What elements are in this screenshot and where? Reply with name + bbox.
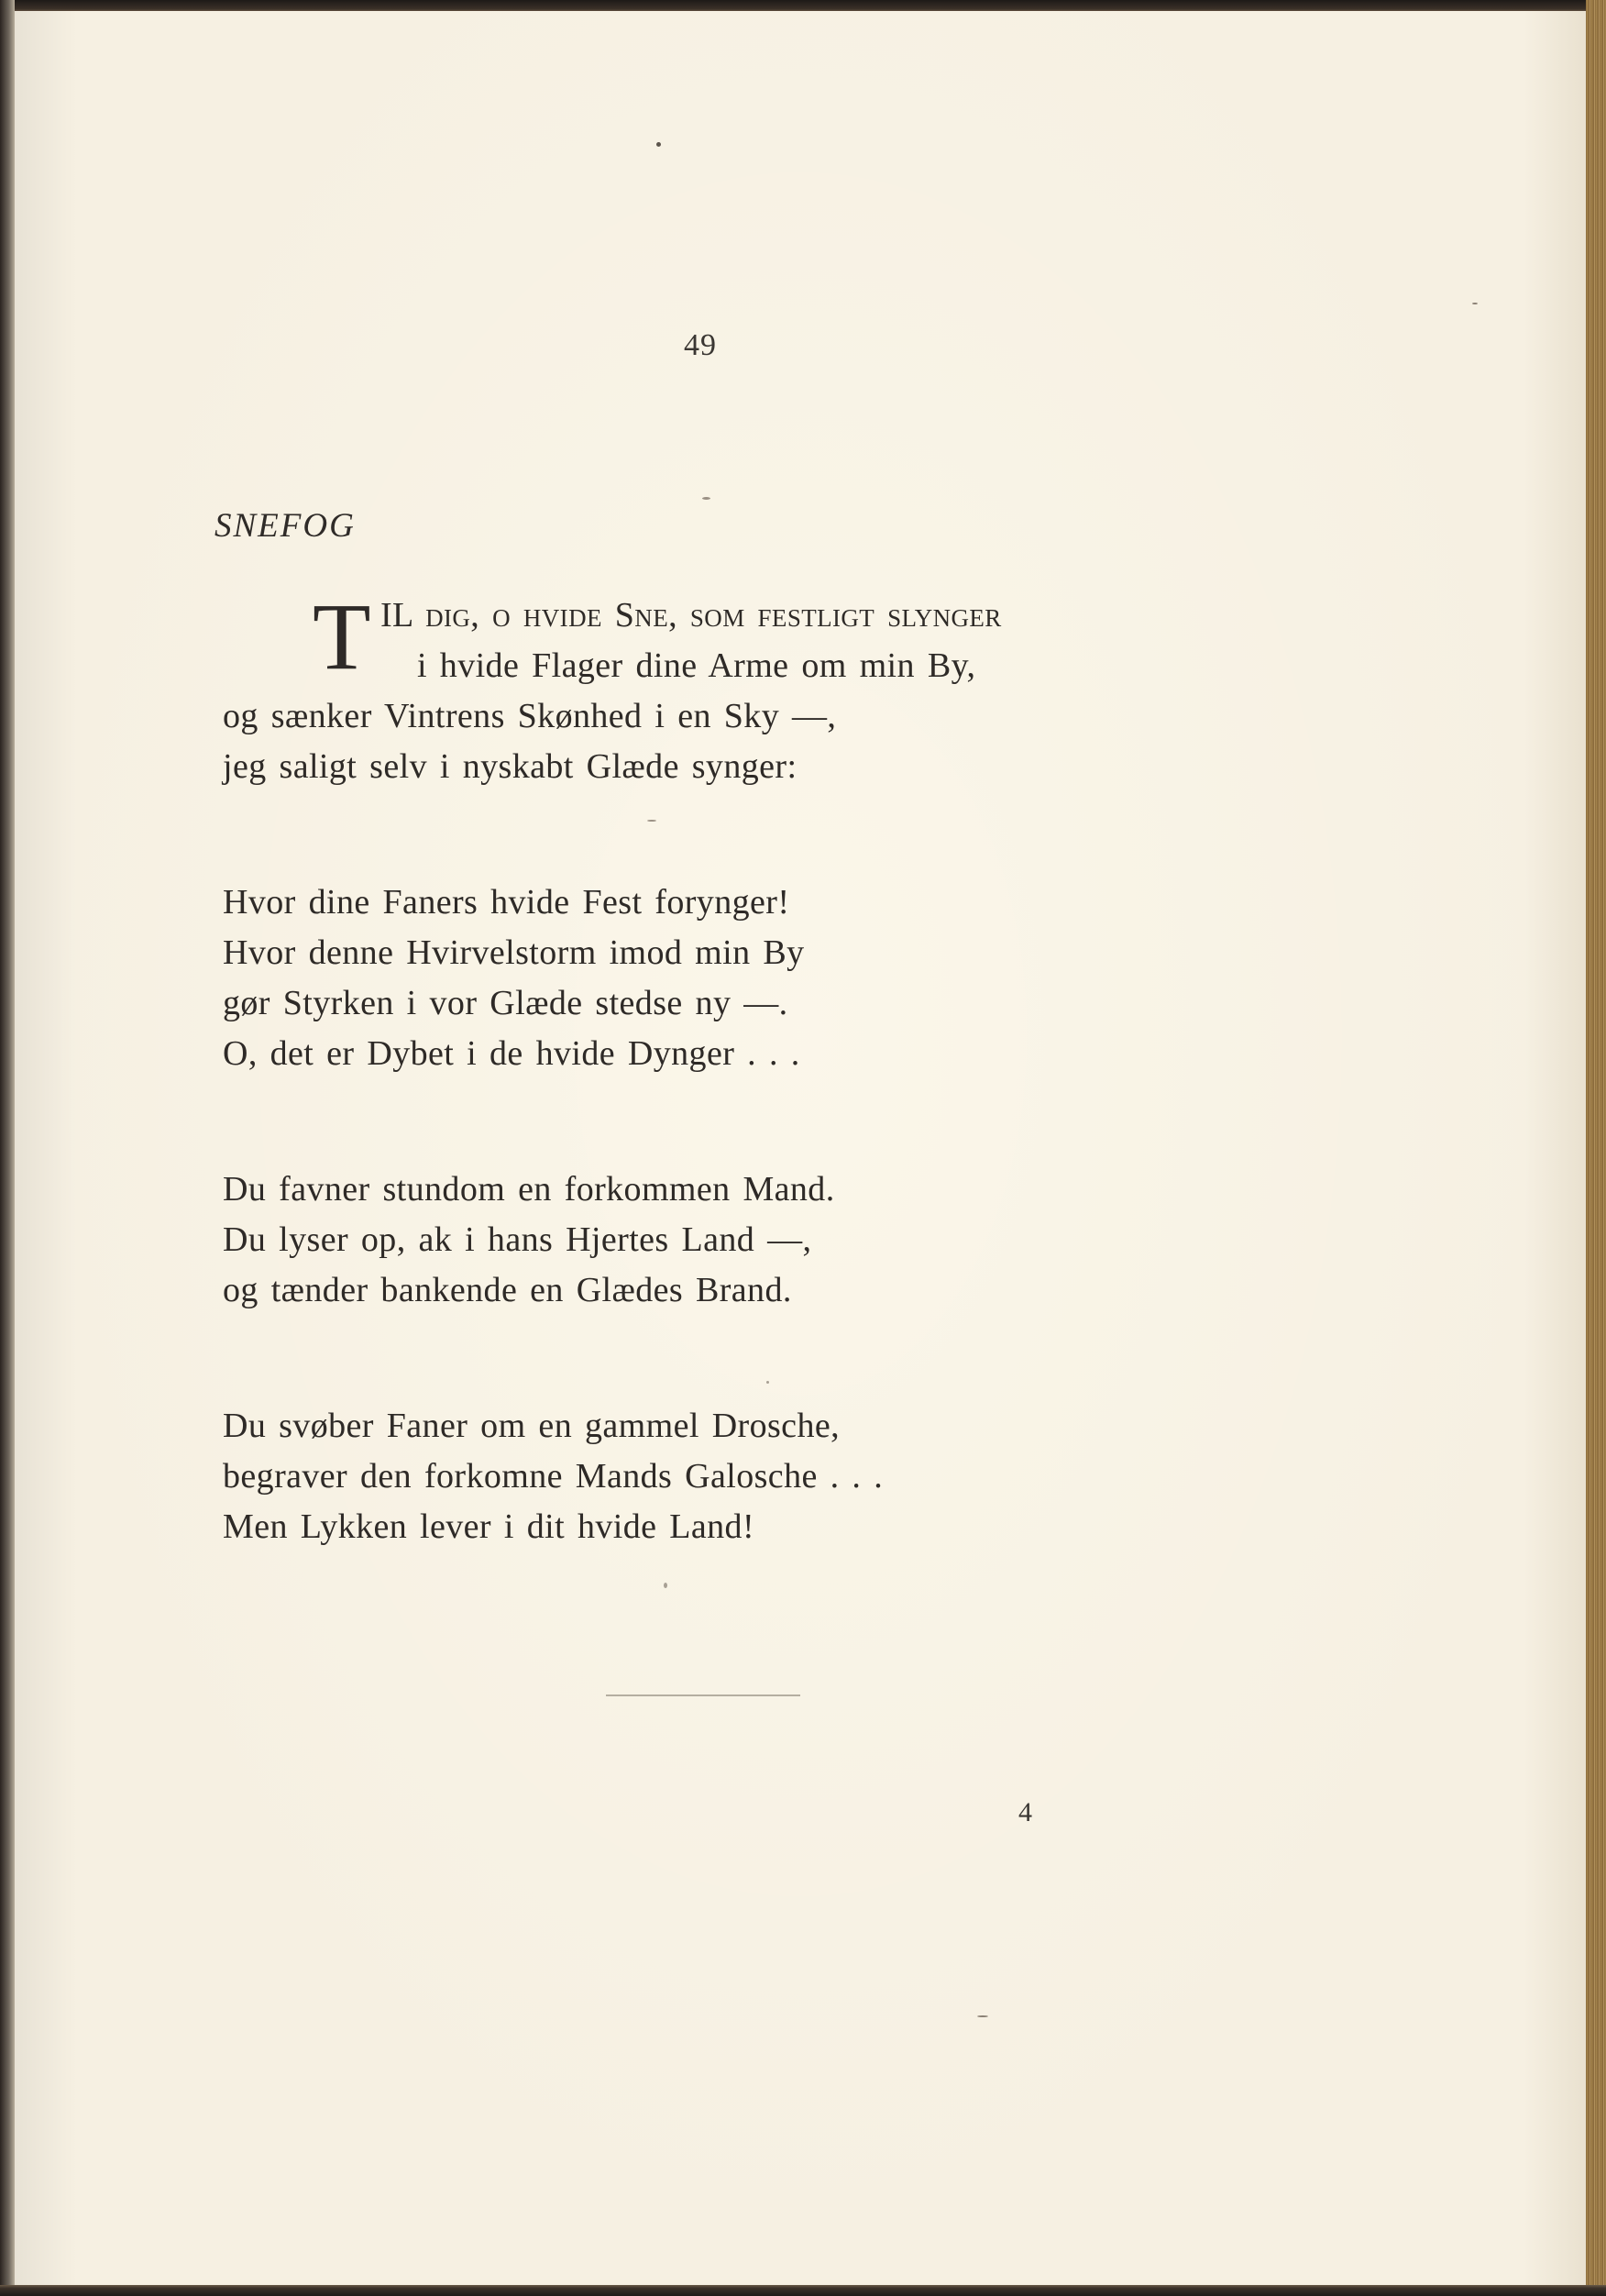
paper-speck: [1472, 303, 1478, 304]
paper-speck: [656, 142, 661, 147]
paper-speck: [664, 1583, 667, 1588]
paper-speck: [647, 820, 656, 822]
poem-line-text: IL dig, o hvide Sne, som festligt slynger: [380, 596, 1002, 635]
stanza-4: [223, 1401, 1138, 1552]
poem-line: Men Lykken lever i dit hvide Land!: [223, 1507, 755, 1546]
drop-cap: T: [313, 584, 371, 690]
poem-line: Hvor dine Faners hvide Fest forynger!: [223, 883, 790, 922]
stanza-3: [223, 1165, 1138, 1316]
signature-mark: 4: [1018, 1797, 1032, 1827]
poem-line: jeg saligt selv i nyskabt Glæde synger:: [223, 747, 798, 786]
poem-line: og sænker Vintrens Skønhed i en Sky —,: [223, 697, 837, 735]
poem-line: Du lyser op, ak i hans Hjertes Land —,: [223, 1220, 812, 1259]
poem-body: [223, 584, 1138, 1638]
poem-line: Du svøber Faner om en gammel Drosche,: [223, 1407, 841, 1445]
poem-line: begraver den forkomne Mands Galosche . . .: [223, 1457, 884, 1496]
paper-speck: [766, 1381, 769, 1384]
poem-line: Du favner stundom en forkommen Mand.: [223, 1170, 835, 1209]
poem-line: O, det er Dybet i de hvide Dynger . . .: [223, 1034, 800, 1073]
poem-line: Hvor denne Hvirvelstorm imod min By: [223, 933, 805, 972]
right-page-edges: [1586, 0, 1606, 2296]
end-rule: [606, 1694, 800, 1696]
stanza-2: [223, 878, 1138, 1079]
poem-line: og tænder bankende en Glædes Brand.: [223, 1271, 792, 1309]
poem-line-text: i hvide Flager dine Arme om min By,: [416, 646, 976, 685]
paper-speck: [977, 2015, 988, 2017]
poem-title: SNEFOG: [214, 507, 356, 545]
book-page: [15, 11, 1586, 2285]
paper-speck: [702, 497, 710, 500]
top-binding-edge: [0, 0, 1606, 11]
poem-line: gør Styrken i vor Glæde stedse ny —.: [223, 984, 788, 1022]
page-number: 49: [684, 328, 717, 362]
bottom-binding-edge: [0, 2285, 1606, 2296]
left-spine-edge: [0, 0, 15, 2296]
stanza-1: [223, 584, 1138, 792]
poem-line: [313, 641, 1138, 691]
